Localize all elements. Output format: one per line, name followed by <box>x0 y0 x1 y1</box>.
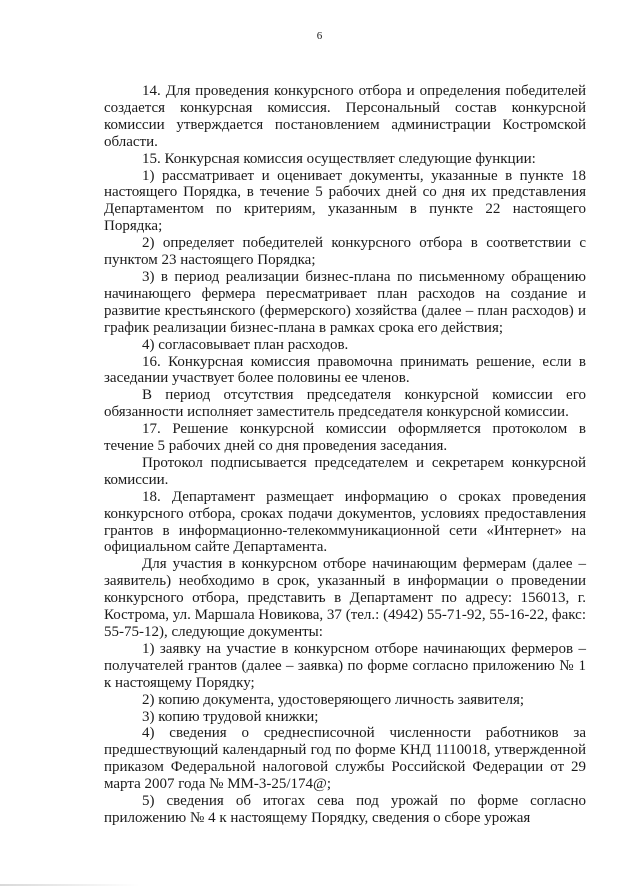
paragraph-14: 14. Для проведения конкурсного отбора и определения победителей создается конкурсная комиссия. Персональный состав конкурсной комиссии утверждается постановлением администрации Костромской области. <box>104 83 586 150</box>
page-number: 6 <box>316 30 323 42</box>
paragraph-16-deputy: В период отсутствия председателя конкурсной комиссии его обязанности исполняет заместитель председателя конкурсной комиссии. <box>104 387 586 421</box>
list-item-15-2: 2) определяет победителей конкурсного отбора в соответствии с пунктом 23 настоящего Порядка; <box>104 235 586 269</box>
list-item-15-3: 3) в период реализации бизнес-плана по письменному обращению начинающего фермера пересматривает план расходов на создание и развитие крестьянского (фермерского) хозяйства (далее – план расходов) и график реализации бизнес-плана в рамках срока его действия; <box>104 268 586 336</box>
list-item-15-1: 1) рассматривает и оценивает документы, указанные в пункте 18 настоящего Порядка, в течение 5 рабочих дней со дня их представления Департаментом по критериям, указанным в пункте 22 настоящего Порядка; <box>104 167 586 235</box>
paragraph-17: 17. Решение конкурсной комиссии оформляется протоколом в течение 5 рабочих дней со дня проведения заседания. <box>104 421 586 455</box>
list-item-18-2: 2) копию документа, удостоверяющего личность заявителя; <box>142 691 525 708</box>
list-item-18-4: 4) сведения о среднесписочной численности работников за предшествующий календарный год по форме КНД 1110018, утвержденной приказом Федеральной налоговой службы Российской Федерации от 29 марта 2007 года № ММ-3-25/174@; <box>104 725 586 793</box>
list-item-15-4: 4) согласовывает план расходов. <box>142 336 349 353</box>
document-body <box>104 83 586 827</box>
paragraph-16: 16. Конкурсная комиссия правомочна принимать решение, если в заседании участвует более половины ее членов. <box>104 353 586 387</box>
paragraph-18-participation: Для участия в конкурсном отборе начинающим фермерам (далее – заявитель) необходимо в срок, указанный в информации о проведении конкурсного отбора, представить в Департамент по адресу: 156013, г. Кострома, ул. Маршала Новикова, 37 (тел.: (4942) 55-71-92, 55-16-22, факс: 55-75-12), следующие документы: <box>104 556 586 640</box>
list-item-18-1: 1) заявку на участие в конкурсном отборе начинающих фермеров – получателей грантов (далее – заявка) по форме согласно приложению № 1 к настоящему Порядку; <box>104 640 586 691</box>
paragraph-15: 15. Конкурсная комиссия осуществляет следующие функции: <box>142 150 536 167</box>
paragraph-17-protocol: Протокол подписывается председателем и секретарем конкурсной комиссии. <box>104 454 586 488</box>
scan-artifact <box>0 884 140 886</box>
paragraph-18: 18. Департамент размещает информацию о сроках проведения конкурсного отбора, сроках подачи документов, условиях предоставления грантов в информационно-телекоммуникационной сети «Интернет» на официальном сайте Департамента. <box>104 488 586 556</box>
list-item-18-5: 5) сведения об итогах сева под урожай по форме согласно приложению № 4 к настоящему Порядку, сведения о сборе урожая <box>104 793 586 826</box>
list-item-18-3: 3) копию трудовой книжки; <box>142 708 319 725</box>
